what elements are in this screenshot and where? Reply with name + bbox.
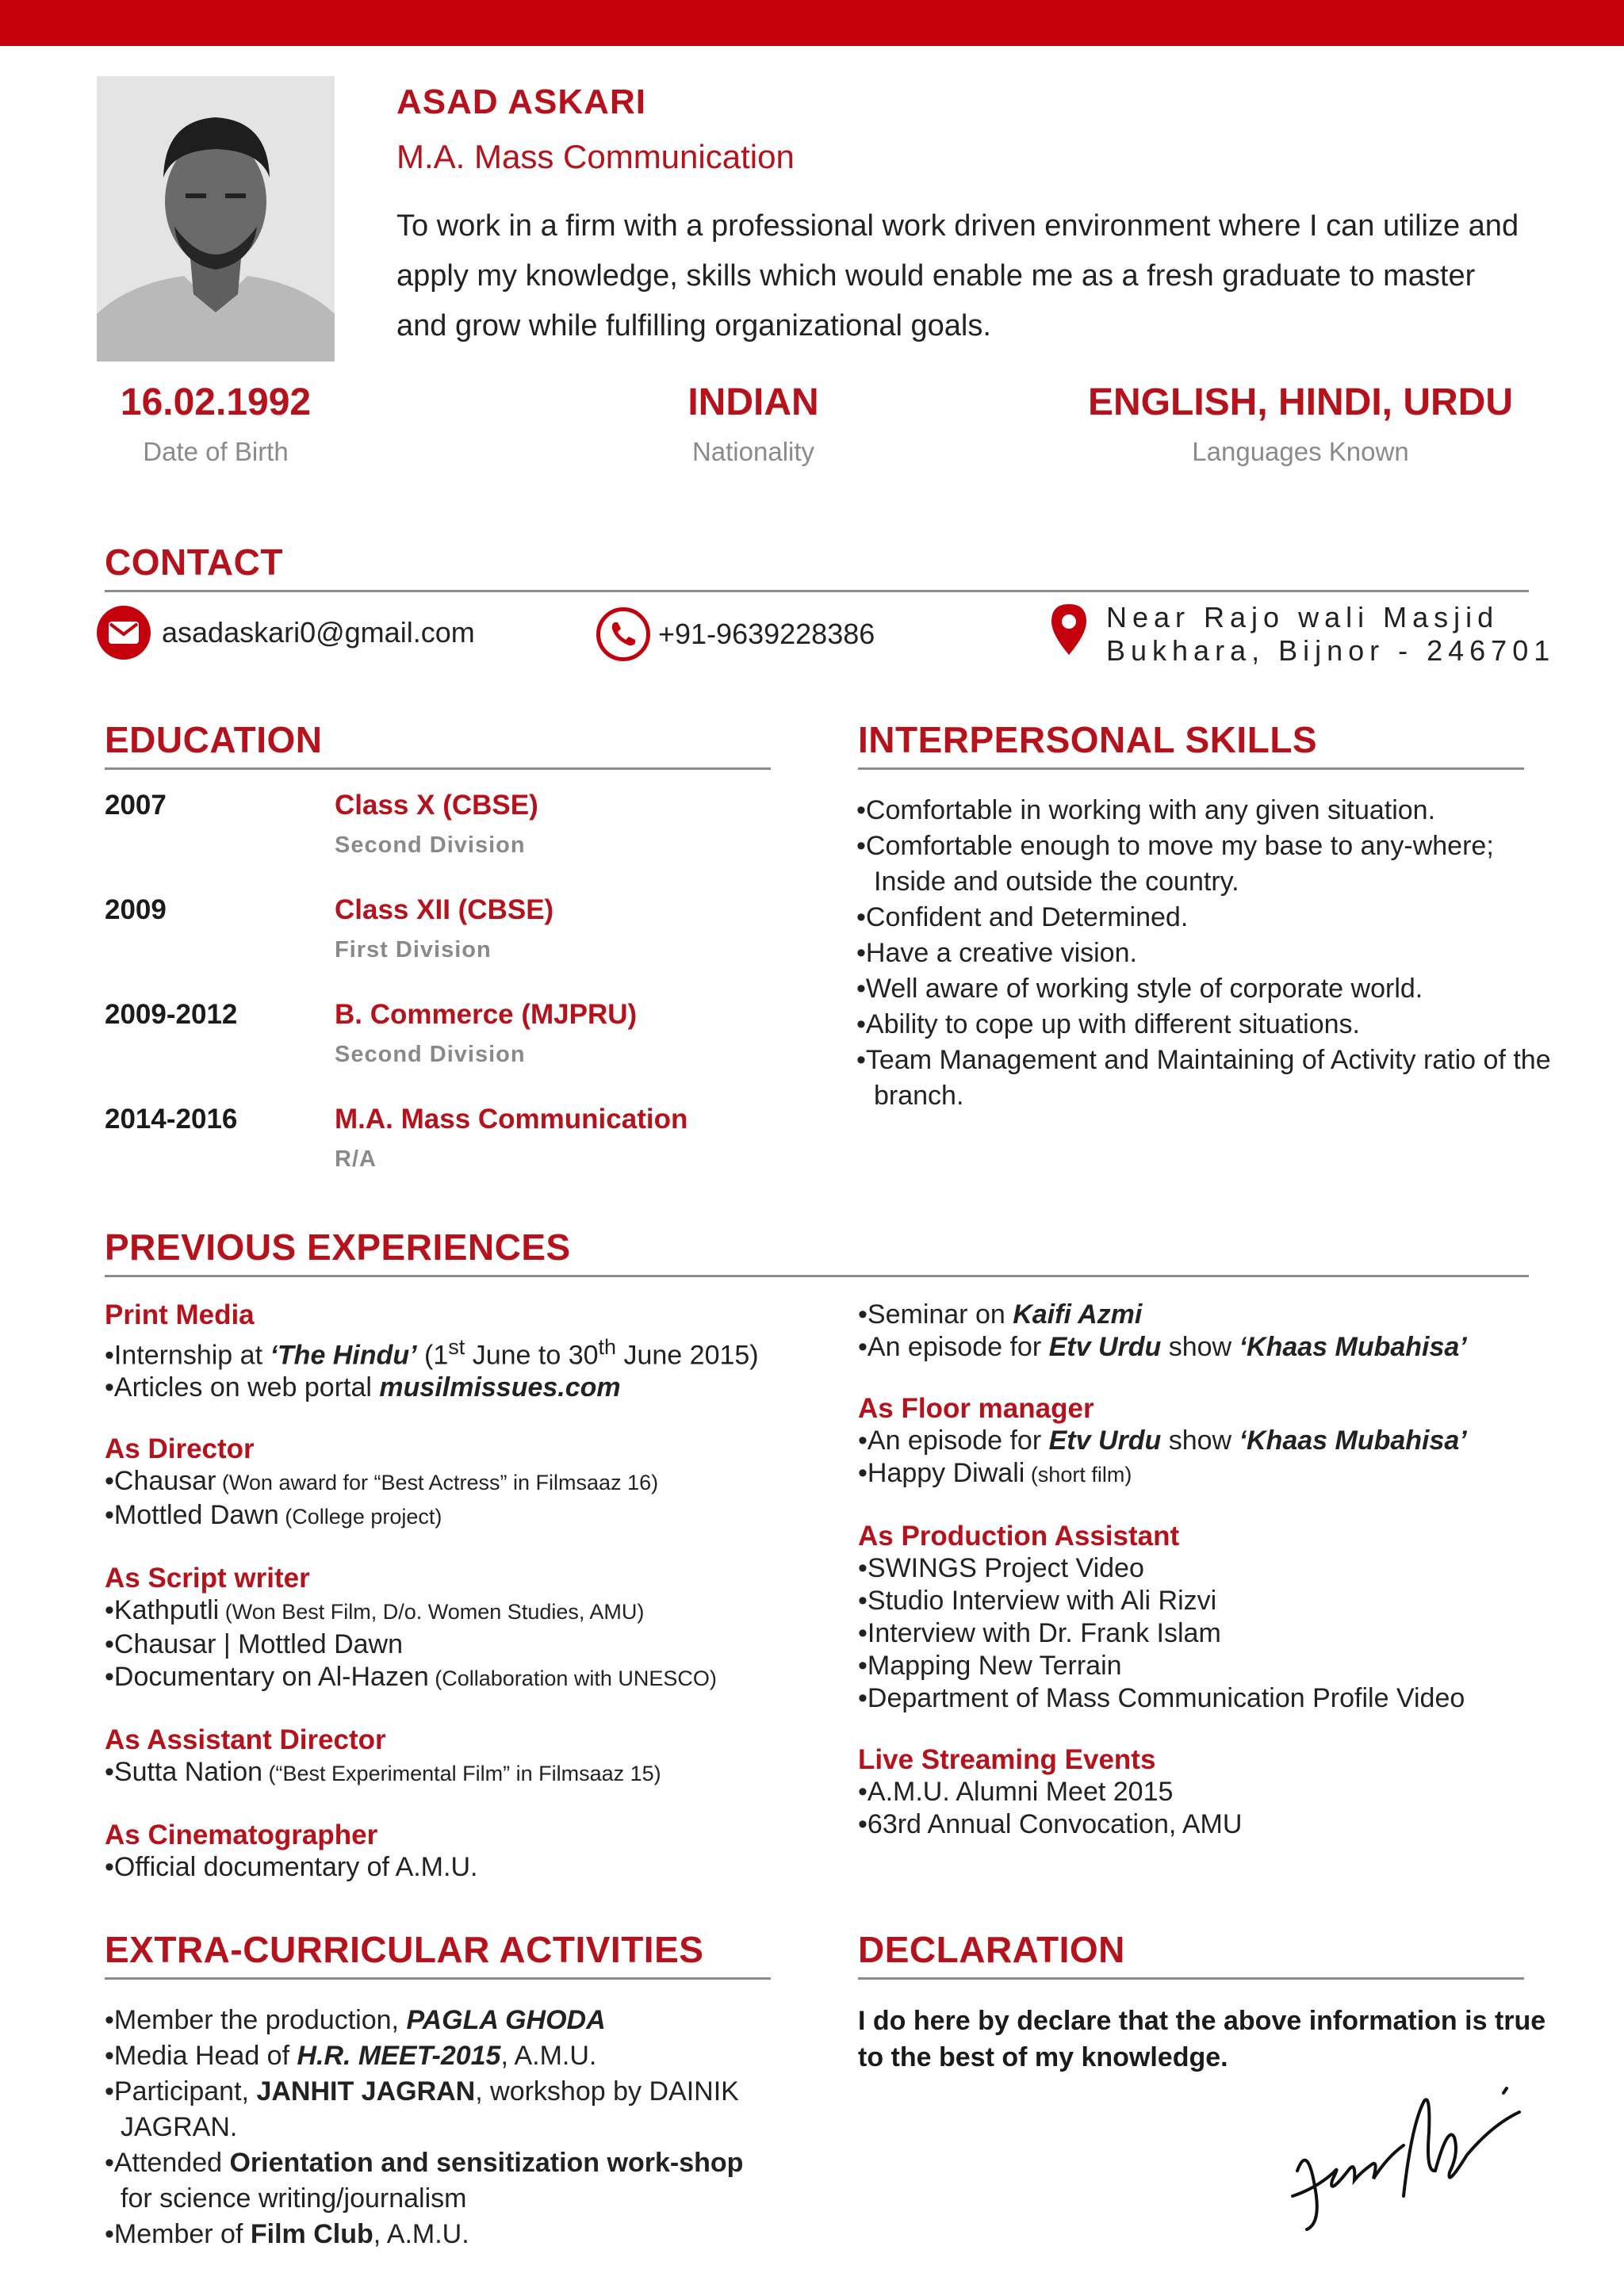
skill-item: •Comfortable enough to move my base to any-where; Inside and outside the country. [856,831,1494,897]
dob-value: 16.02.1992 [120,381,312,423]
education-heading: EDUCATION [105,719,323,760]
edu-title: Class XII (CBSE) [335,894,554,925]
list-item: •An episode for Etv Urdu show ‘Khaas Mubahisa’ [858,1425,1467,1456]
declaration-divider [858,1977,1524,1980]
experience-right-column [858,1299,1540,1841]
education-divider [105,767,771,770]
location-pin-icon [1050,603,1088,656]
phone-text[interactable]: +91-9639228386 [658,618,875,650]
list-item: •Studio Interview with Ali Rizvi [858,1586,1217,1616]
signature [1285,2077,1522,2236]
extra-list [105,2003,771,2252]
top-accent-bar [0,0,1624,46]
nationality-label: Nationality [691,437,815,466]
list-item: •Seminar on Kaifi Azmi [858,1299,1143,1330]
list-item: •Media Head of H.R. MEET-2015, A.M.U. [105,2041,597,2071]
career-objective: To work in a firm with a professional work driven environment where I can utilize and apply my knowledge, skills which would enable me as a fresh graduate to master and grow while fulfilling organizational goals. [396,209,1519,342]
edu-result: R/A [335,1146,377,1172]
languages-value: ENGLISH, HINDI, URDU [1087,381,1513,423]
list-item: •Member the production, PAGLA GHODA [105,2005,606,2035]
list-item: •63rd Annual Convocation, AMU [858,1809,1243,1839]
list-item: •A.M.U. Alumni Meet 2015 [858,1777,1174,1807]
skills-list [856,793,1554,1114]
list-item: •An episode for Etv Urdu show ‘Khaas Mubahisa’ [858,1332,1467,1362]
phone-icon [596,607,650,661]
skill-item: •Team Management and Maintaining of Activity ratio of the branch. [856,1045,1551,1111]
list-item: •Participant, JANHIT JAGRAN, workshop by DAINIK JAGRAN. [105,2076,739,2142]
address-line-1: Near Rajo wali Masjid [1106,601,1500,633]
list-item: •Chausar (Won award for “Best Actress” in Filmsaaz 16) [105,1466,659,1497]
list-item: •Sutta Nation (“Best Experimental Film” in Filmsaaz 15) [105,1757,661,1788]
experience-divider [105,1275,1529,1277]
skills-divider [858,767,1524,770]
list-item: •Official documentary of A.M.U. [105,1852,478,1883]
edu-title: Class X (CBSE) [335,790,538,821]
nationality-value: INDIAN [688,381,819,423]
production-assistant-title: As Production Assistant [858,1521,1180,1552]
extra-divider [105,1977,771,1980]
skill-item: •Have a creative vision. [856,938,1137,968]
candidate-degree: M.A. Mass Communication [396,138,795,175]
extra-heading: EXTRA-CURRICULAR ACTIVITIES [105,1929,704,1970]
edu-title: B. Commerce (MJPRU) [335,999,638,1030]
address-line-2: Bukhara, Bijnor - 246701 [1106,634,1556,667]
print-media-title: Print Media [105,1299,255,1330]
list-item: •Interview with Dr. Frank Islam [858,1618,1221,1648]
list-item: •Internship at ‘The Hindu’ (1st June to 30th June 2015) [105,1335,759,1371]
list-item: •SWINGS Project Video [858,1553,1144,1583]
edu-year: 2009 [105,894,167,925]
list-item: •Member of Film Club, A.M.U. [105,2219,469,2249]
list-item: •Articles on web portal musilmissues.com [105,1372,621,1403]
list-item: •Mapping New Terrain [858,1651,1122,1681]
edu-result: Second Division [335,832,526,858]
candidate-name: ASAD ASKARI [396,82,646,121]
list-item: •Kathputli (Won Best Film, D/o. Women Studies, AMU) [105,1595,645,1626]
edu-year: 2009-2012 [105,999,238,1030]
skill-item: •Ability to cope up with different situations. [856,1009,1360,1039]
contact-heading: CONTACT [105,541,283,583]
skill-item: •Comfortable in working with any given situation. [856,795,1436,825]
contact-divider [105,590,1529,592]
edu-result: First Division [335,937,492,962]
edu-year: 2007 [105,790,167,821]
list-item: •Department of Mass Communication Profile Video [858,1683,1465,1713]
list-item: •Happy Diwali (short film) [858,1458,1132,1488]
edu-year: 2014-2016 [105,1104,238,1135]
fact-nationality [611,381,896,467]
languages-label: Languages Known [1192,437,1409,466]
email-text[interactable]: asadaskari0@gmail.com [162,616,475,649]
declaration-text: I do here by declare that the above information is true to the best of my knowledge. [858,2006,1546,2072]
experience-heading: PREVIOUS EXPERIENCES [105,1226,571,1268]
skills-heading: INTERPERSONAL SKILLS [858,719,1318,760]
profile-photo [97,76,335,362]
skill-item: •Confident and Determined. [856,902,1189,932]
contact-phone[interactable] [596,607,875,661]
list-item: •Chausar | Mottled Dawn [105,1629,404,1660]
dob-label: Date of Birth [143,437,289,466]
experience-left-column [105,1299,787,1884]
mail-icon [97,606,151,660]
list-item: •Attended Orientation and sensitization work-shop for science writing/journalism [105,2148,744,2214]
fact-languages [1063,381,1538,467]
script-writer-title: As Script writer [105,1563,310,1594]
fact-date-of-birth [73,381,358,467]
floor-manager-title: As Floor manager [858,1393,1094,1424]
contact-email[interactable] [97,606,475,660]
skill-item: •Well aware of working style of corporate world. [856,974,1423,1004]
assistant-director-title: As Assistant Director [105,1724,386,1756]
edu-title: M.A. Mass Communication [335,1104,688,1135]
edu-result: Second Division [335,1042,526,1067]
director-title: As Director [105,1433,255,1465]
declaration-heading: DECLARATION [858,1929,1125,1970]
live-streaming-title: Live Streaming Events [858,1744,1156,1775]
list-item: •Documentary on Al-Hazen (Collaboration with UNESCO) [105,1662,717,1693]
cinematographer-title: As Cinematographer [105,1820,378,1851]
list-item: •Mottled Dawn (College project) [105,1500,442,1531]
contact-address [1106,601,1555,668]
